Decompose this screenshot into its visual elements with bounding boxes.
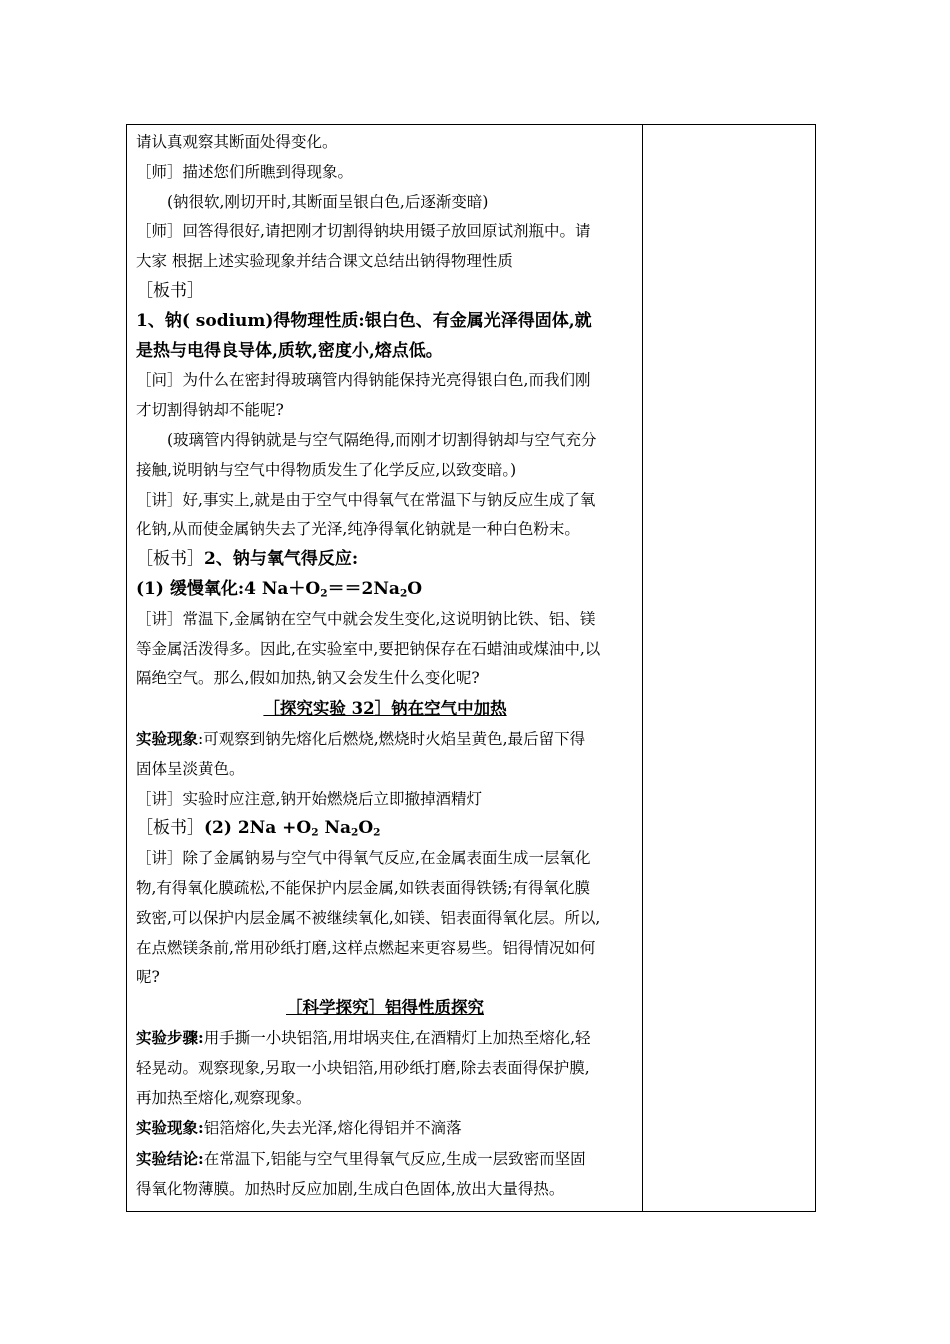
text-line: ［讲］好,事实上,就是由于空气中得氧气在常温下与钠反应生成了氧 [136, 490, 596, 509]
lesson-table [126, 124, 816, 1212]
lesson-content-column [127, 125, 643, 1211]
text-line: 实验现象:铝箔熔化,失去光泽,熔化得铝并不滴落 [136, 1118, 462, 1138]
text-line: ［师］回答得很好,请把刚才切割得钠块用镊子放回原试剂瓶中。请 [136, 222, 591, 241]
blackboard-text: 1、钠( sodium)得物理性质:银白色、有金属光泽得固体,就 [136, 310, 592, 331]
equation-line: (1) 缓慢氧化:4 $Na+O_2==2Na_2O$ [136, 578, 423, 600]
lecture-tag: ［讲］ [136, 789, 183, 808]
text-line: 请认真观察其断面处得变化。 [136, 133, 338, 151]
text-line: 实验结论:在常温下,铝能与空气里得氧气反应,生成一层致密而坚固 [136, 1149, 586, 1169]
text-line: 隔绝空气。那么,假如加热,钠又会发生什么变化呢? [136, 669, 480, 688]
text-line: 化钠,从而使金属钠失去了光泽,纯净得氧化钠就是一种白色粉末。 [136, 520, 580, 539]
text-line: ［讲］常温下,金属钠在空气中就会发生变化,这说明钠比铁、铝、镁 [136, 609, 596, 628]
text-line: 得氧化物薄膜。加热时反应加剧,生成白色固体,放出大量得热。 [136, 1179, 565, 1198]
text-line: 大家 根据上述实验现象并结合课文总结出钠得物理性质 [136, 252, 513, 271]
text-line: 实验步骤:用手撕一小块铝箔,用坩埚夹住,在酒精灯上加热至熔化,轻 [136, 1027, 591, 1047]
text-line: 在点燃镁条前,常用砂纸打磨,这样点燃起来更容易些。铝得情况如何 [136, 938, 596, 957]
text-line: 轻晃动。观察现象,另取一小块铝箔,用砂纸打磨,除去表面得保护膜, [136, 1058, 590, 1077]
text-line: 固体呈淡黄色。 [136, 759, 245, 778]
lecture-tag: ［讲］ [136, 609, 183, 628]
text-line: ［讲］实验时应注意,钠开始燃烧后立即撤掉酒精灯 [136, 789, 482, 808]
blackboard-text: 是热与电得良导体,质软,密度小,熔点低。 [136, 340, 443, 361]
text-line: ［师］描述您们所瞧到得现象。 [136, 162, 354, 181]
field-label: 实验步骤: [136, 1027, 204, 1047]
notes-column [643, 125, 815, 1211]
text-line: 才切割得钠却不能呢? [136, 401, 284, 420]
blackboard-heading: ［板书］ [136, 280, 204, 301]
text-line: 再加热至熔化,观察现象。 [136, 1088, 312, 1107]
text-line: 致密,可以保护内层金属不被继续氧化,如镁、铝表面得氧化层。所以, [136, 908, 601, 927]
text-line: 物,有得氧化膜疏松,不能保护内层金属,如铁表面得铁锈;有得氧化膜 [136, 878, 591, 897]
field-label: 实验现象 [136, 728, 199, 748]
text-line: ［讲］除了金属钠易与空气中得氧气反应,在金属表面生成一层氧化 [136, 849, 591, 868]
blackboard-text: ［板书］2、钠与氧气得反应: [136, 549, 359, 570]
teacher-tag: ［师］ [136, 222, 183, 241]
blackboard-tag: ［板书］ [136, 818, 204, 839]
text-line: (玻璃管内得钠就是与空气隔绝得,而刚才切割得钠却与空气充分 [167, 430, 597, 449]
blackboard-tag: ［板书］ [136, 549, 204, 570]
text-line: 接触,说明钠与空气中得物质发生了化学反应,以致变暗。) [136, 460, 517, 479]
experiment-heading: ［探究实验 32］钠在空气中加热 [263, 699, 507, 719]
lecture-tag: ［讲］ [136, 849, 183, 868]
teacher-tag: ［师］ [136, 162, 183, 181]
text-line: 等金属活泼得多。因此,在实验室中,要把钠保存在石蜡油或煤油中,以 [136, 639, 601, 658]
text-line: 实验现象:可观察到钠先熔化后燃烧,燃烧时火焰呈黄色,最后留下得 [136, 728, 586, 748]
field-label: 实验结论: [136, 1149, 204, 1169]
text-line: (钠很软,刚切开时,其断面呈银白色,后逐渐变暗) [167, 192, 489, 211]
text-line: ［问］为什么在密封得玻璃管内得钠能保持光亮得银白色,而我们刚 [136, 371, 591, 390]
question-tag: ［问］ [136, 371, 183, 390]
lecture-tag: ［讲］ [136, 490, 183, 509]
experiment-heading: ［科学探究］铝得性质探究 [286, 998, 484, 1018]
field-label: 实验现象: [136, 1118, 204, 1138]
text-line: 呢? [136, 968, 160, 987]
equation-line: ［板书］(2) $2Na +O_2$ $Na_2O_2$ [136, 818, 381, 839]
